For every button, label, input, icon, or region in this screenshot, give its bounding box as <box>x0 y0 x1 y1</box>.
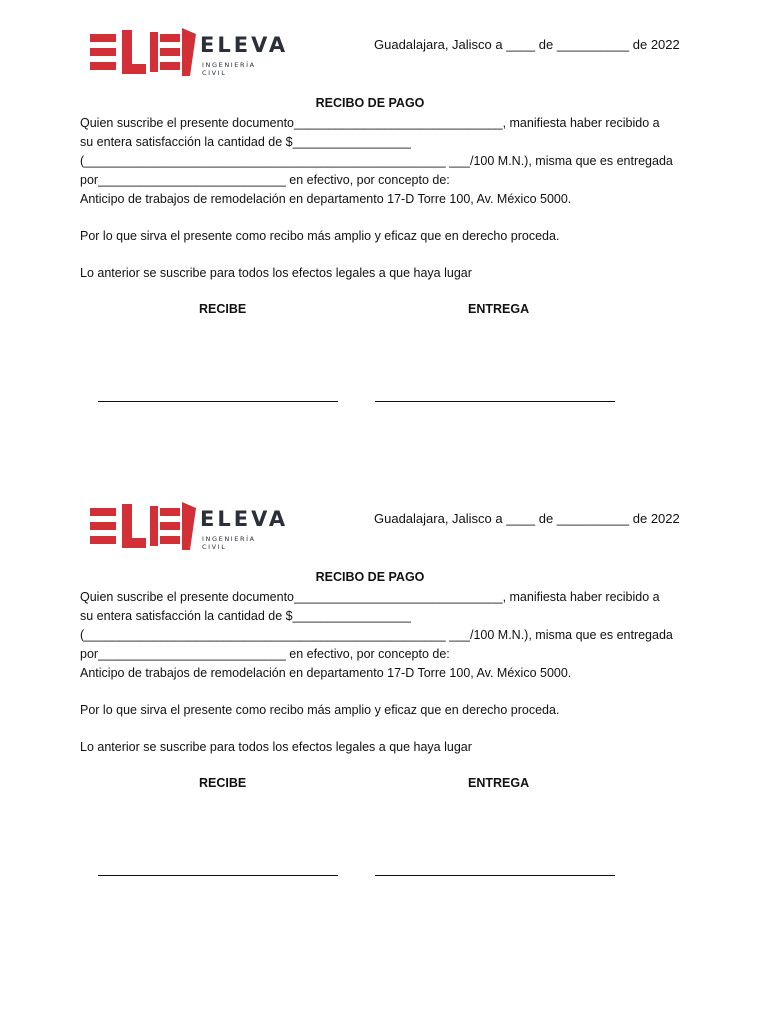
signature-line-recibe <box>98 875 338 876</box>
company-logo <box>88 498 289 554</box>
brand-tagline: INGENIERÍA CIVIL <box>202 61 256 77</box>
body-line: por___________________________ en efectivo, por concepto de: <box>80 647 450 661</box>
signature-line-recibe <box>98 401 338 402</box>
document-title: RECIBO DE PAGO <box>315 96 425 110</box>
legal-paragraph: Lo anterior se suscribe para todos los efectos legales a que haya lugar <box>80 266 472 280</box>
document-title: RECIBO DE PAGO <box>315 570 425 584</box>
signature-line-entrega <box>375 875 615 876</box>
date-line: Guadalajara, Jalisco a ____ de __________ de 2022 <box>374 37 680 52</box>
body-line: Anticipo de trabajos de remodelación en departamento 17-D Torre 100, Av. México 5000. <box>80 192 572 206</box>
body-line: su entera satisfacción la cantidad de $_________________ <box>80 609 411 623</box>
statement-paragraph: Por lo que sirva el presente como recibo más amplio y eficaz que en derecho proceda. <box>80 229 560 243</box>
eleva-logo-mark-icon <box>88 24 198 80</box>
signature-label-recibe: RECIBE <box>199 776 247 790</box>
brand-tagline: INGENIERÍA CIVIL <box>202 535 256 551</box>
signature-label-recibe: RECIBE <box>199 302 247 316</box>
body-line: su entera satisfacción la cantidad de $_________________ <box>80 135 411 149</box>
company-logo <box>88 24 289 80</box>
signature-line-entrega <box>375 401 615 402</box>
body-line: Quien suscribe el presente documento______________________________, manifiesta haber recibido a <box>80 590 660 604</box>
eleva-logo-mark-icon <box>88 498 198 554</box>
receipt <box>0 474 768 944</box>
signature-label-entrega: ENTREGA <box>468 776 530 790</box>
brand-name: ELEVA <box>200 507 289 531</box>
date-line: Guadalajara, Jalisco a ____ de __________ de 2022 <box>374 511 680 526</box>
receipt <box>0 0 768 470</box>
legal-paragraph: Lo anterior se suscribe para todos los efectos legales a que haya lugar <box>80 740 472 754</box>
brand-name: ELEVA <box>200 33 289 57</box>
body-line: (____________________________________________________ ___/100 M.N.), misma que es entregada <box>80 154 673 168</box>
receipt-body <box>80 588 680 683</box>
statement-paragraph: Por lo que sirva el presente como recibo más amplio y eficaz que en derecho proceda. <box>80 703 560 717</box>
body-line: Quien suscribe el presente documento______________________________, manifiesta haber recibido a <box>80 116 660 130</box>
signature-label-entrega: ENTREGA <box>468 302 530 316</box>
body-line: Anticipo de trabajos de remodelación en departamento 17-D Torre 100, Av. México 5000. <box>80 666 572 680</box>
body-line: (____________________________________________________ ___/100 M.N.), misma que es entregada <box>80 628 673 642</box>
body-line: por___________________________ en efectivo, por concepto de: <box>80 173 450 187</box>
receipt-body <box>80 114 680 209</box>
